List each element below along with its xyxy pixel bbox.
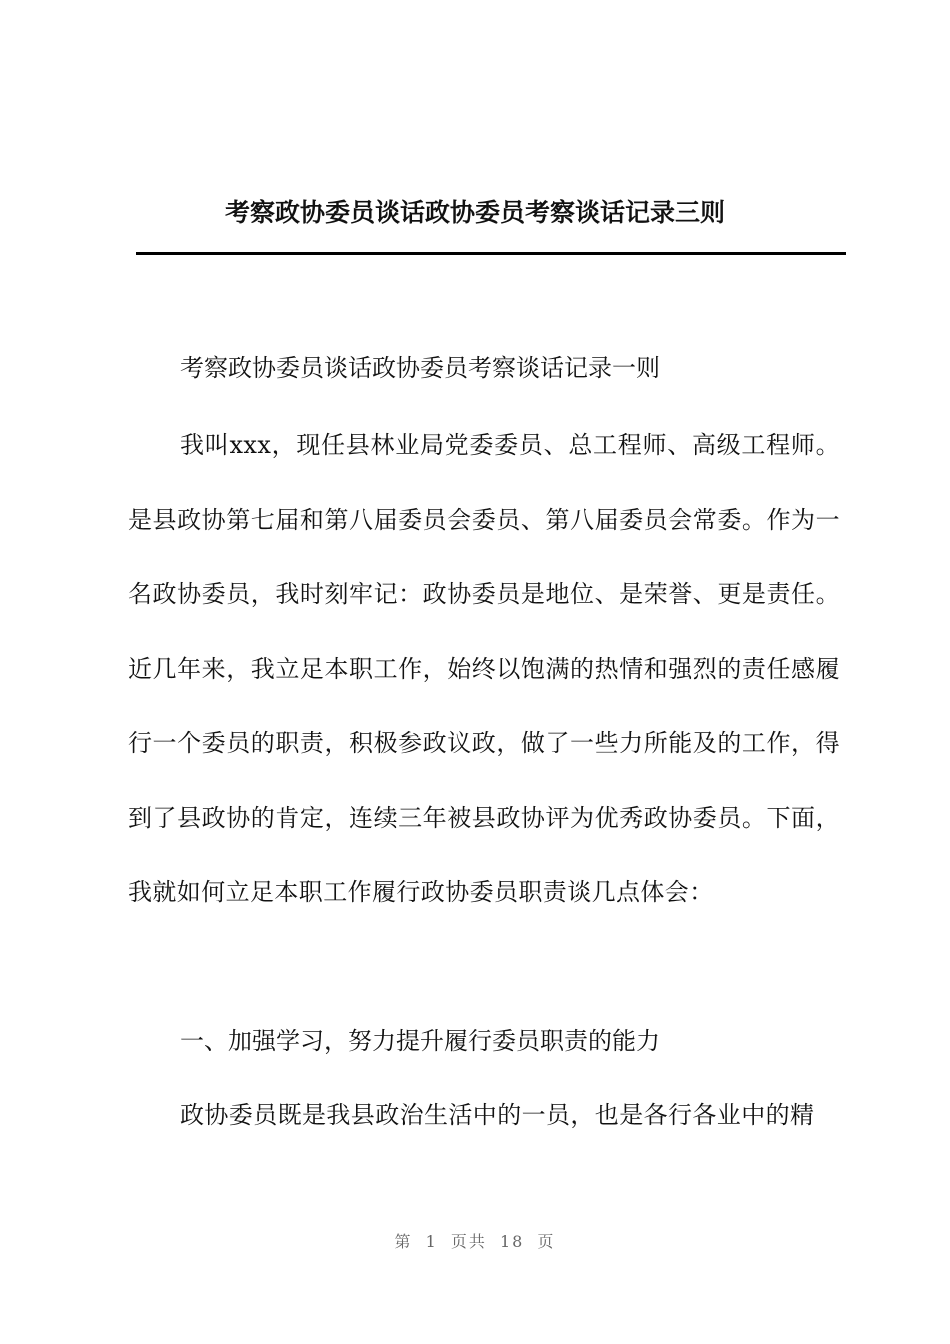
paragraph-section-one: 政协委员既是我县政治生活中的一员，也是各行各业中的精	[180, 1101, 815, 1129]
paragraph-intro: 我叫xxx，现任县林业局党委委员、总工程师、高级工程师。是县政协第七届和第八届委员会委员、第八届委员会常委。作为一名政协委员，我时刻牢记：政协委员是地位、是荣誉、更是责任。近几年来，我立足本职工作，始终以饱满的热情和强烈的责任感履行一个委员的职责，积极参政议政，做了一些力所能及的工作，得到了县政协的肯定，连续三年被县政协评为优秀政协委员。下面，我就如何立足本职工作履行政协委员职责谈几点体会：	[128, 431, 840, 906]
section-heading-one: 一、加强学习，努力提升履行委员职责的能力	[180, 1027, 660, 1055]
subtitle-one: 考察政协委员谈话政协委员考察谈话记录一则	[180, 354, 660, 382]
page-footer: 第 1 页共 18 页	[394, 1232, 556, 1251]
body-paragraph-block-2	[128, 1078, 840, 1153]
title-underline	[136, 252, 846, 255]
document-title: 考察政协委员谈话政协委员考察谈话记录三则	[224, 198, 725, 227]
body-paragraph-block	[128, 408, 840, 930]
